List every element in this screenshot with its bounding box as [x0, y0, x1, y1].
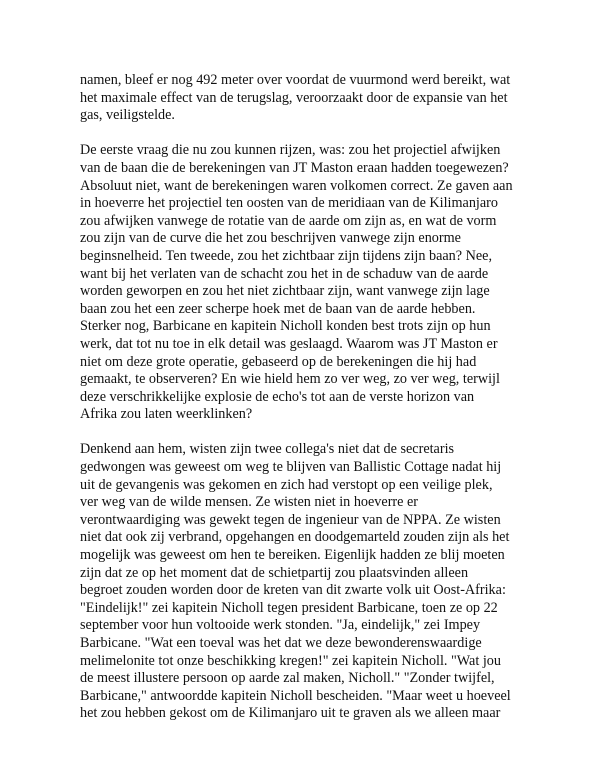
text-line: zou zijn van de curve die het zou beschrijven vanwege zijn enorme [80, 230, 461, 247]
text-line: niet dat ook zij verbrand, opgehangen en doodgemarteld zouden zijn als het [80, 529, 510, 546]
text-line: Absoluut niet, want de berekeningen waren volkomen correct. Ze gaven aan [80, 177, 513, 194]
text-line: zou afwijken vanwege de rotatie van de aarde om zijn as, en wat de vorm [80, 212, 497, 229]
text-line: namen, bleef er nog 492 meter over voordat de vuurmond werd bereikt, wat [80, 72, 511, 88]
text-line: zijn dat ze op het moment dat de schietpartij zou plaatsvinden alleen [80, 564, 469, 581]
text-line: begroet zouden worden door de kreten van dit zwarte volk uit Oost-Afrika: [80, 582, 506, 599]
text-line: van de baan die de berekeningen van JT Maston eraan hadden toegewezen? [80, 159, 509, 176]
text-line: mogelijk was geweest om hen te bereiken. Eigenlijk hadden ze blij moeten [80, 547, 505, 564]
text-line: ver weg van de wilde mensen. Ze wisten niet in hoeverre er [80, 494, 419, 511]
document-page [80, 72, 527, 741]
text-line: beginsnelheid. Ten tweede, zou het zichtbaar zijn tijdens zijn baan? Nee, [80, 247, 492, 264]
text-line: worden geworpen en zou het niet zichtbaar zijn, want vanwege zijn lage [80, 283, 490, 300]
text-line: werk, dat tot nu toe in elk detail was geslaagd. Waarom was JT Maston er [80, 335, 498, 352]
text-line: gedwongen was geweest om weg te blijven van Ballistic Cottage nadat hij [80, 459, 502, 476]
text-line: gemaakt, te observeren? En wie hield hem zo ver weg, zo ver weg, terwijl [80, 371, 500, 388]
text-line: verontwaardiging was gewekt tegen de ingenieur van de NPPA. Ze wisten [80, 511, 501, 528]
text-line: Barbicane. "Wat een toeval was het dat we deze bewonderenswaardige [80, 635, 482, 651]
text-line: Denkend aan hem, wisten zijn twee collega's niet dat de secretaris [80, 441, 455, 458]
text-line: melimelonite tot onze beschikking kregen!" zei kapitein Nicholl. "Wat jou [80, 652, 501, 669]
text-line: deze verschrikkelijke explosie de echo's tot aan de verste horizon van [80, 388, 475, 405]
text-line: de meest illustere persoon op aarde zal maken, Nicholl." "Zonder twijfel, [80, 670, 495, 687]
text-line: Sterker nog, Barbicane en kapitein Nicholl konden best trots zijn op hun [80, 318, 491, 335]
text-line: gas, veiligstelde. [80, 107, 175, 124]
text-line: De eerste vraag die nu zou kunnen rijzen, was: zou het projectiel afwijken [80, 142, 501, 159]
text-line: uit de gevangenis was gekomen en zich had verstopt op een veilige plek, [80, 476, 493, 493]
text-line: "Eindelijk!" zei kapitein Nicholl tegen president Barbicane, toen ze op 22 [80, 599, 498, 616]
text-line: het maximale effect van de terugslag, veroorzaakt door de expansie van het [80, 89, 508, 106]
paragraph-2 [80, 142, 527, 424]
text-line: Afrika zou laten weerklinken? [80, 406, 253, 423]
text-line: baan zou het een zeer scherpe hoek met de baan van de aarde hebben. [80, 300, 476, 317]
text-line: niet om deze grote operatie, gebaseerd op de berekeningen die hij had [80, 353, 477, 370]
text-line: want bij het verlaten van de schacht zou het in de schaduw van de aarde [80, 265, 489, 282]
text-line: het zou hebben gekost om de Kilimanjaro uit te graven als we alleen maar [80, 705, 501, 722]
paragraph-1 [80, 72, 527, 125]
text-line: Barbicane," antwoordde kapitein Nicholl bescheiden. "Maar weet u hoeveel [80, 687, 511, 704]
text-line: september voor hun voltooide werk stonden. "Ja, eindelijk," zei Impey [80, 617, 481, 634]
paragraph-3 [80, 441, 527, 723]
text-line: in hoeverre het projectiel ten oosten van de meridiaan van de Kilimanjaro [80, 195, 498, 212]
